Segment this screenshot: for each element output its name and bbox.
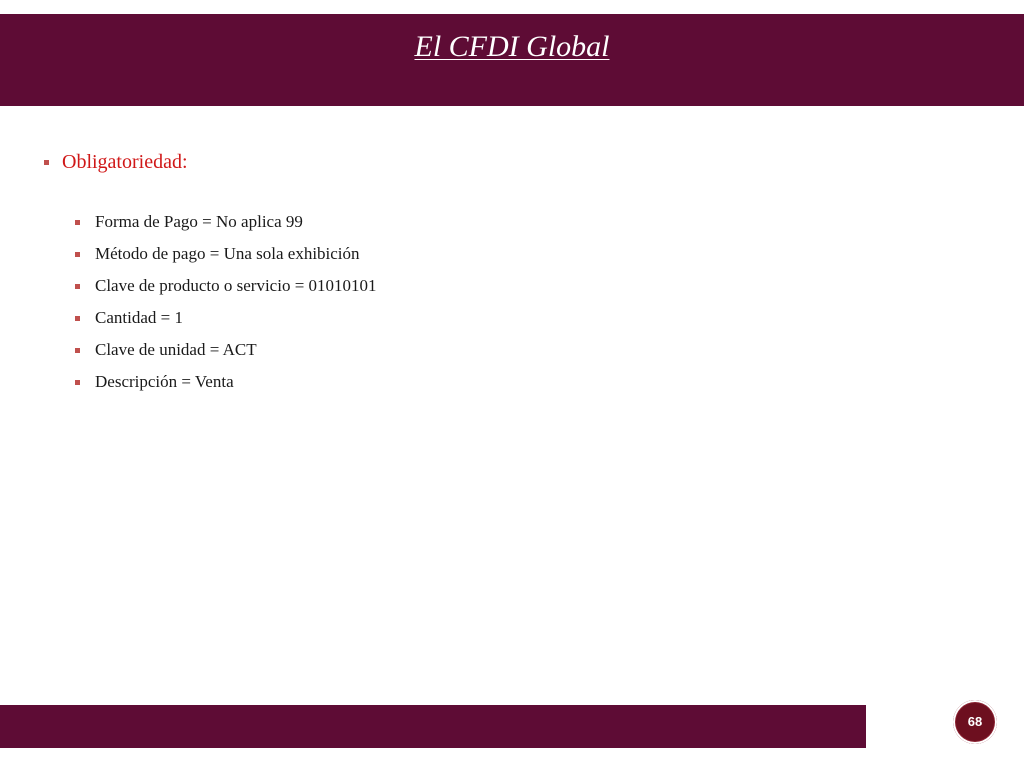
square-bullet-icon (75, 380, 80, 385)
list-item (75, 238, 940, 270)
list-item-text: Descripción = Venta (95, 372, 234, 391)
square-bullet-icon (75, 284, 80, 289)
square-bullet-icon (75, 220, 80, 225)
slide-title: El CFDI Global (414, 30, 610, 63)
list-item (75, 302, 940, 334)
footer-band (0, 705, 866, 748)
list-item-text: Clave de producto o servicio = 01010101 (95, 276, 377, 295)
list-item (75, 334, 940, 366)
page-number: 68 (967, 714, 983, 729)
list-item-text: Forma de Pago = No aplica 99 (95, 212, 303, 231)
requirements-list (75, 206, 940, 398)
section-heading: Obligatoriedad: (62, 150, 188, 173)
page-number-badge (953, 700, 997, 744)
square-bullet-icon (75, 252, 80, 257)
list-item (75, 270, 940, 302)
list-item (75, 366, 940, 398)
list-item (75, 206, 940, 238)
list-item-text: Cantidad = 1 (95, 308, 183, 327)
square-bullet-icon (75, 316, 80, 321)
slide-content (40, 148, 940, 398)
square-bullet-icon (75, 348, 80, 353)
list-item-text: Clave de unidad = ACT (95, 340, 257, 359)
square-bullet-icon (44, 160, 49, 165)
heading-bullet-item (40, 148, 940, 176)
list-item-text: Método de pago = Una sola exhibición (95, 244, 360, 263)
